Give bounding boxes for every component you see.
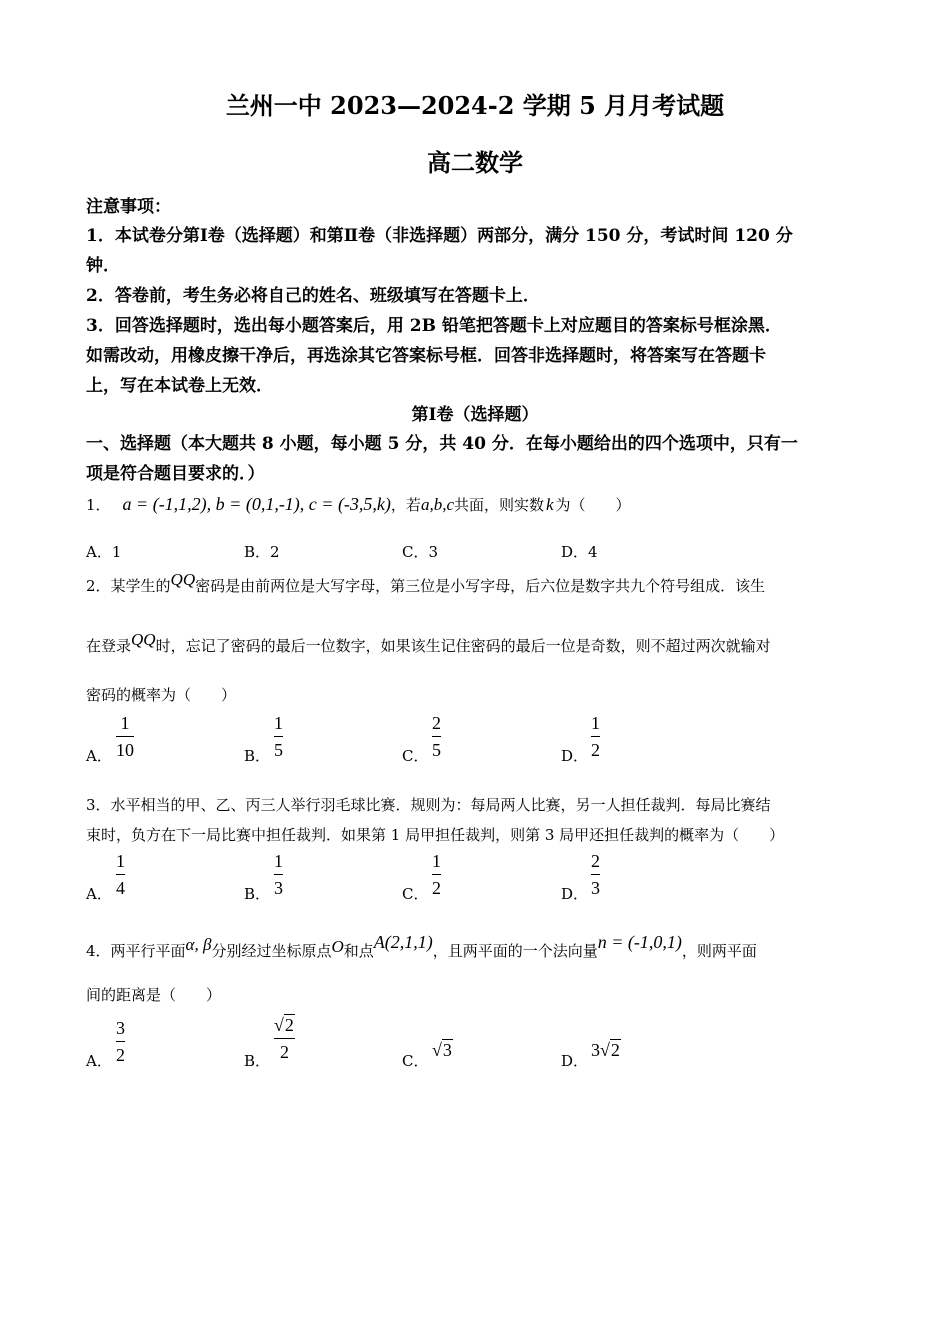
question-text: 4．两平行平面 [86,942,186,960]
numerator: 1 [274,851,283,871]
option-b-label: B． [244,885,271,903]
notice-item-2: 2．答卷前，考生务必将自己的姓名、班级填写在答题卡上． [86,286,540,306]
option-d: D．4 [561,543,598,561]
numerator: 3 [116,1018,125,1038]
question-number: 1． [86,496,111,514]
notice-heading: 注意事项： [86,197,171,217]
notice-item-3-cont2: 上，写在本试卷上无效． [86,376,273,396]
question-2-line2 [86,630,866,656]
option-d-label: D． [561,885,589,903]
math-var-k: k [546,495,554,514]
denominator: 10 [116,740,134,760]
question-text: 和点 [343,942,374,960]
numerator: 1 [591,713,600,733]
question-text: 为（ ） [555,496,631,514]
numerator: 1 [274,713,283,733]
denominator: 3 [591,878,600,898]
option-a-fraction [116,1017,125,1066]
option-b-label: B． [244,747,271,765]
option-b: B．2 [244,543,280,561]
option-a-fraction [116,850,125,899]
question-2 [86,570,866,596]
option-c: C．3 [402,543,439,561]
option-c-label: C． [402,747,429,765]
denominator: 5 [432,740,441,760]
denominator: 5 [274,740,283,760]
numerator: 2 [432,713,441,733]
question-1 [86,494,866,515]
option-d-label: D． [561,1052,589,1070]
math-planes: α, β [185,935,212,954]
numerator: 1 [116,851,125,871]
option-b-label: B． [244,1052,271,1070]
denominator: 2 [591,740,600,760]
option-a: A．1 [86,543,122,561]
option-b-fraction [274,1014,295,1063]
numerator: 2 [591,851,600,871]
option-d-sqrt: 3√2 [591,1040,620,1060]
sqrt-numerator: √2 [274,1015,294,1035]
option-d-fraction [591,712,600,761]
question-3-line2: 束时，负方在下一局比赛中担任裁判．如果第 1 局甲担任裁判，则第 3 局甲还担任裁判的概率为（ ） [86,826,785,844]
option-c-label: C． [402,885,429,903]
question-text: 分别经过坐标原点 [211,942,332,960]
math-qq: QQ [170,570,196,589]
math-vars: a,b,c [420,495,454,514]
option-d-fraction [591,850,600,899]
section-intro-cont: 项是符合题目要求的．） [86,464,265,484]
notice-item-1: 1．本试卷分第Ⅰ卷（选择题）和第Ⅱ卷（非选择题）两部分，满分 150 分，考试时间 120 分 [86,226,793,246]
question-text: ，则两平面 [681,942,757,960]
option-a-fraction [116,712,134,761]
section-intro: 一、选择题（本大题共 8 小题，每小题 5 分，共 40 分．在每小题给出的四个选项中，只有一 [86,434,798,454]
denominator: 2 [279,1042,289,1062]
question-text: ，且两平面的一个法向量 [432,942,598,960]
exam-subject: 高二数学 [427,148,523,177]
question-4-line2: 间的距离是（ ） [86,986,222,1004]
math-qq: QQ [131,630,156,649]
math-point: A(2,1,1) [373,932,433,952]
option-d-label: D． [561,747,589,765]
denominator: 2 [116,1045,125,1065]
math-origin: O [331,937,344,956]
notice-item-3: 3．回答选择题时，选出每小题答案后，用 2B 铅笔把答题卡上对应题目的答案标号框涂黑． [86,316,782,336]
numerator: 1 [120,713,130,733]
option-a-label: A． [86,747,112,765]
question-text: 时，忘记了密码的最后一位数字，如果该生记住密码的最后一位是奇数，则不超过两次就输对 [155,637,771,655]
question-text: 在登录 [86,637,132,655]
question-text: 密码是由前两位是大写字母，第三位是小写字母，后六位是数字共九个符号组成．该生 [195,577,766,595]
vector-expression: a = (-1,1,2), b = (0,1,-1), c = (-3,5,k) [122,494,391,514]
option-c-sqrt: √3 [432,1040,452,1060]
option-c-label: C． [402,1052,429,1070]
option-c-fraction [432,850,441,899]
option-b-fraction [274,850,283,899]
section-title: 第Ⅰ卷（选择题） [411,405,539,425]
option-b-fraction [274,712,283,761]
question-text: ，若 [390,496,421,514]
question-3: 3．水平相当的甲、乙、丙三人举行羽毛球比赛．规则为：每局两人比赛，另一人担任裁判．每局比赛结 [86,796,771,814]
notice-item-3-cont1: 如需改动，用橡皮擦干净后，再选涂其它答案标号框．回答非选择题时，将答案写在答题卡 [86,346,766,366]
option-c-fraction [432,712,441,761]
option-a-label: A． [86,885,112,903]
numerator: 1 [432,851,441,871]
denominator: 3 [274,878,283,898]
math-normal-vector: n = (-1,0,1) [597,932,682,952]
question-text: 共面，则实数 [453,496,544,514]
option-a-label: A． [86,1052,112,1070]
denominator: 4 [116,878,125,898]
question-4 [86,932,866,961]
question-text: 2．某学生的 [86,577,171,595]
exam-title: 兰州一中 2023—2024-2 学期 5 月月考试题 [225,91,725,120]
question-2-line3: 密码的概率为（ ） [86,686,237,704]
denominator: 2 [432,878,441,898]
notice-item-1-cont: 钟． [86,256,120,276]
